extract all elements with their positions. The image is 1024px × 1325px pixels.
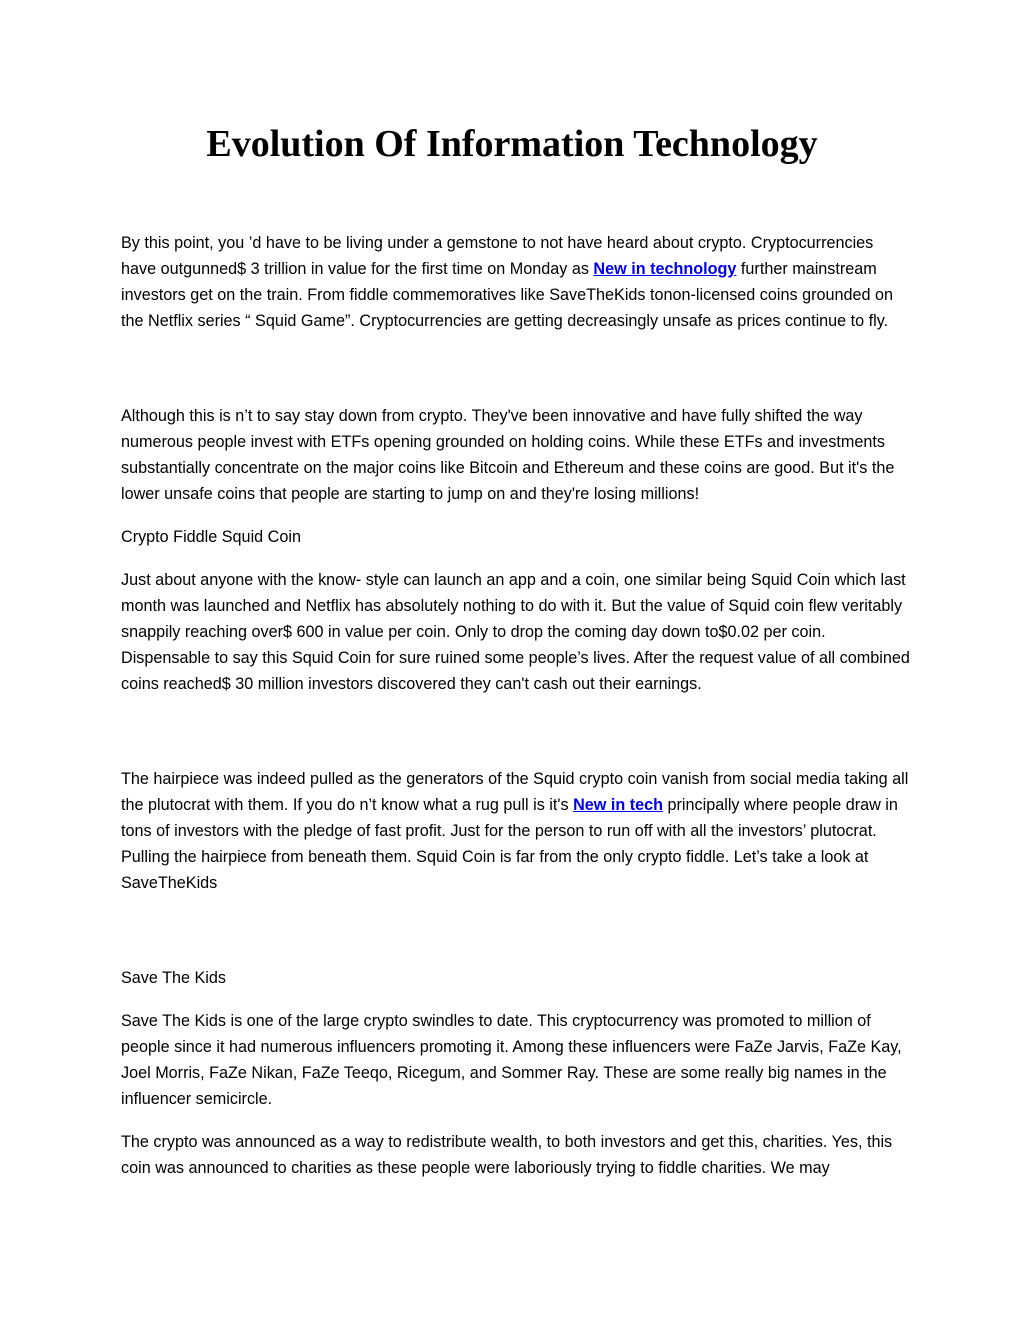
paragraph-rug-pull: [121, 766, 911, 896]
heading-squid-coin: Crypto Fiddle Squid Coin: [121, 528, 301, 546]
new-in-technology-link[interactable]: New in technology: [593, 260, 737, 278]
paragraph-text: The hairpiece was indeed pulled as the generators of the Squid crypto coin vanish from social media taking all the plutocrat with them. If you do n’t know what a rug pull is it's: [121, 770, 909, 814]
paragraph-save-the-kids: Save The Kids is one of the large crypto swindles to date. This cryptocurrency was promoted to million of people since it had numerous influencers promoting it. Among these influencers were FaZe Jarvis, FaZe Kay, Joel Morris, FaZe Nikan, FaZe Teeqo, Ricegum, and Sommer Ray. These are some really big names in the influencer semicircle.: [121, 1012, 902, 1108]
document-body: [121, 230, 911, 1198]
heading-save-the-kids: Save The Kids: [121, 969, 226, 987]
paragraph-intro: [121, 230, 911, 334]
paragraph-crypto-shift: Although this is n’t to say stay down from crypto. They've been innovative and have fully shifted the way numerous people invest with ETFs opening grounded on holding coins. While these ETFs and investments substantially concentrate on the major coins like Bitcoin and Ethereum and these coins are good. But it's the lower unsafe coins that people are starting to jump on and they're losing millions!: [121, 407, 895, 503]
paragraph-charities: The crypto was announced as a way to redistribute wealth, to both investors and get this, charities. Yes, this coin was announced to charities as these people were laboriously trying to fiddle charities. We may: [121, 1133, 893, 1177]
paragraph-text: further mainstream investors get on the train. From fiddle commemoratives like SaveTheKids tonon-licensed coins grounded on the Netflix series “ Squid Game”. Cryptocurrencies are getting decreasingly unsafe as prices continue to fly.: [121, 260, 893, 330]
document-title: Evolution Of Information Technology: [206, 123, 818, 165]
paragraph-text: principally where people draw in tons of investors with the pledge of fast profit. Just for the person to run off with all the investors’ plutocrat. Pulling the hairpiece from beneath them. Squid Coin is far from the only crypto fiddle. Let’s take a look at SaveTheKids: [121, 796, 898, 892]
paragraph-squid-coin: Just about anyone with the know- style can launch an app and a coin, one similar being Squid Coin which last month was launched and Netflix has absolutely nothing to do with it. But the value of Squid coin flew veritably snappily reaching over$ 600 in value per coin. Only to drop the coming day down to$0.02 per coin. Dispensable to say this Squid Coin for sure ruined some people’s lives. After the request value of all combined coins reached$ 30 million investors discovered they can't cash out their earnings.: [121, 571, 910, 693]
paragraph-text: By this point, you ’d have to be living under a gemstone to not have heard about crypto. Cryptocurrencies have outgunned$ 3 trillion in value for the first time on Monday as: [121, 234, 874, 278]
new-in-tech-link[interactable]: New in tech: [573, 796, 664, 814]
